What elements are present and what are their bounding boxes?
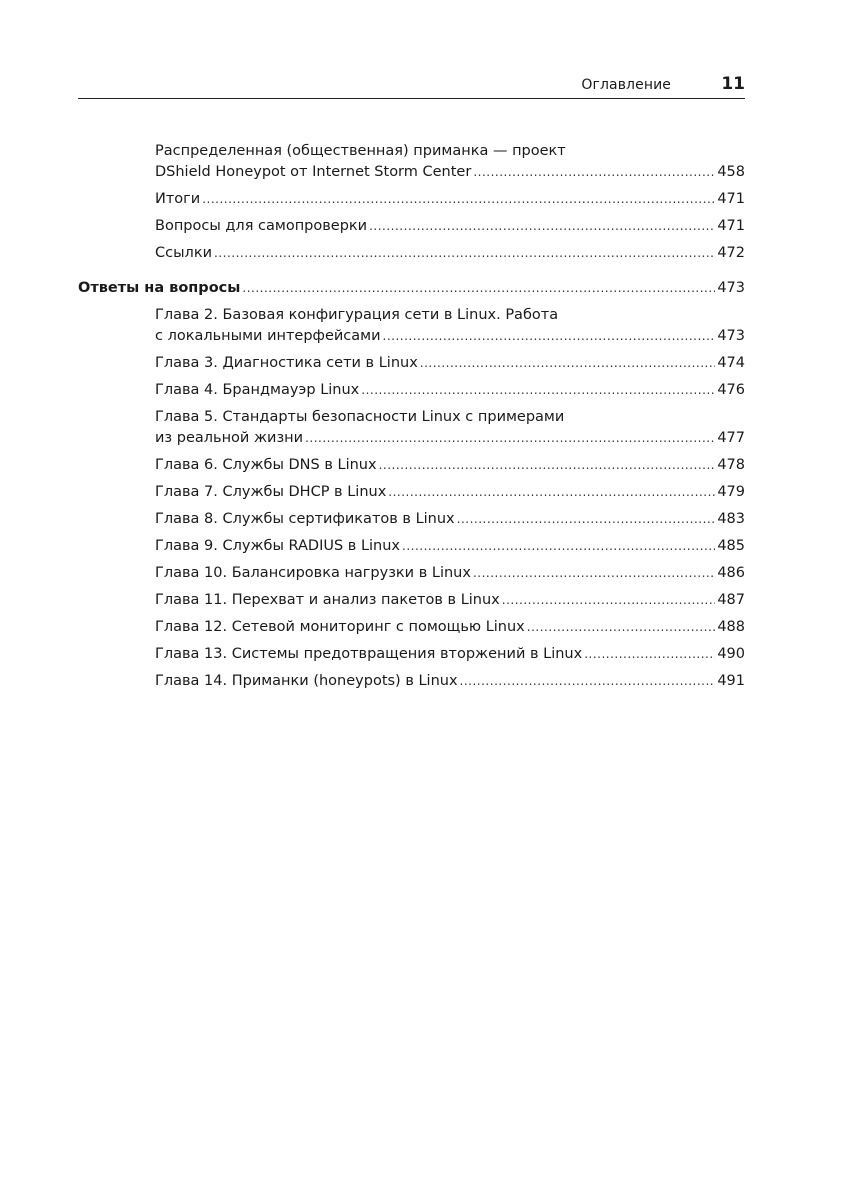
toc-entry-line [155,326,745,347]
toc-entry[interactable] [155,455,745,476]
dot-leader [383,326,716,347]
header-page-number: 11 [721,74,745,94]
toc-entry[interactable] [155,563,745,584]
toc-entry-line [155,482,745,503]
toc-entry-line [155,162,745,183]
toc-entry-line [155,509,745,530]
toc-entry-line [78,278,745,299]
toc-entry[interactable] [155,536,745,557]
toc-entry-title: DShield Honeypot от Internet Storm Center [155,164,472,180]
dot-leader [369,216,715,237]
toc-entry[interactable] [155,509,745,530]
toc-entry[interactable] [155,380,745,401]
toc-entry-page-number: 486 [717,565,745,581]
toc-entry-title: Глава 9. Службы RADIUS в Linux [155,538,401,554]
dot-leader [361,380,715,401]
dot-leader [402,536,715,557]
toc-entry-title: Глава 10. Балансировка нагрузки в Linux [155,565,471,581]
toc-entry-title: Глава 4. Брандмауэр Linux [155,382,360,398]
dot-leader [202,189,715,210]
toc-entry[interactable] [155,671,745,692]
toc-entry-page-number: 490 [717,646,745,662]
toc-entry-page-number: 485 [717,538,745,554]
toc-entry-line [155,243,745,264]
toc-entry-line [155,353,745,374]
toc-entry-page-number: 477 [717,430,745,446]
toc-entry-page-number: 471 [717,191,745,207]
toc-entry-title-line1: Глава 5. Стандарты безопасности Linux с примерами [155,409,565,425]
toc-entry[interactable] [155,353,745,374]
dot-leader [502,590,716,611]
toc-entry-page-number: 488 [717,619,745,635]
toc-entry[interactable] [155,644,745,665]
toc-entry-line [155,455,745,476]
toc-entry[interactable] [155,482,745,503]
dot-leader [305,428,715,449]
dot-leader [388,482,715,503]
toc-entry-line [155,380,745,401]
toc-entry[interactable] [155,407,745,449]
dot-leader [460,671,716,692]
toc-entry-title: Глава 11. Перехват и анализ пакетов в Linux [155,592,500,608]
toc-entry[interactable] [155,189,745,210]
toc-entry-title: Глава 13. Системы предотвращения вторжений в Linux [155,646,583,662]
toc-entry-page-number: 472 [717,245,745,261]
dot-leader [420,353,716,374]
toc-entry-line [155,617,745,638]
dot-leader [457,509,716,530]
toc-entry-title: Глава 3. Диагностика сети в Linux [155,355,418,371]
toc-entry-title: из реальной жизни [155,430,304,446]
toc-entry-page-number: 473 [717,280,745,296]
toc-entry[interactable] [155,216,745,237]
dot-leader [214,243,715,264]
toc-entry-line [155,671,745,692]
toc-entry-page-number: 473 [717,328,745,344]
toc-entry-page-number: 471 [717,218,745,234]
toc-entry-line [155,189,745,210]
toc-entry-title-line1: Распределенная (общественная) приманка — проект [155,143,566,159]
toc-entry[interactable] [155,590,745,611]
header-title: Оглавление [581,77,671,93]
toc-entry-title: Ответы на вопросы [78,280,241,296]
toc-entry-line [155,216,745,237]
toc-entry-page-number: 487 [717,592,745,608]
toc-entry[interactable] [155,305,745,347]
dot-leader [242,278,715,299]
toc-entry-title: Глава 12. Сетевой мониторинг с помощью Linux [155,619,525,635]
toc-section-entry[interactable] [78,278,745,299]
dot-leader [584,644,715,665]
toc-entry-title: Глава 7. Службы DHCP в Linux [155,484,387,500]
toc-entry-title: Глава 6. Службы DNS в Linux [155,457,377,473]
toc-entry-title: Глава 8. Службы сертификатов в Linux [155,511,455,527]
toc-entry-line [155,563,745,584]
toc-entry-line [155,644,745,665]
toc-entry-page-number: 478 [717,457,745,473]
toc-entry-page-number: 483 [717,511,745,527]
toc-entry-page-number: 479 [717,484,745,500]
dot-leader [473,162,715,183]
toc-entry-title: Ссылки [155,245,212,261]
toc-entry-page-number: 476 [717,382,745,398]
toc-entry-title: с локальными интерфейсами [155,328,381,344]
toc-entry-line [155,536,745,557]
dot-leader [473,563,715,584]
dot-leader [527,617,716,638]
dot-leader [379,455,716,476]
toc-entry-line [155,590,745,611]
toc-entry-title-line1: Глава 2. Базовая конфигурация сети в Linux. Работа [155,307,559,323]
table-of-contents [78,141,745,698]
toc-entry[interactable] [155,141,745,183]
toc-entry[interactable] [155,617,745,638]
toc-entry-title: Глава 14. Приманки (honeypots) в Linux [155,673,458,689]
toc-entry-page-number: 491 [717,673,745,689]
toc-entry-title: Итоги [155,191,201,207]
running-header [78,74,745,99]
toc-entry-line [155,428,745,449]
toc-entry-page-number: 474 [717,355,745,371]
toc-entry-title: Вопросы для самопроверки [155,218,368,234]
toc-entry-page-number: 458 [717,164,745,180]
toc-entry[interactable] [155,243,745,264]
